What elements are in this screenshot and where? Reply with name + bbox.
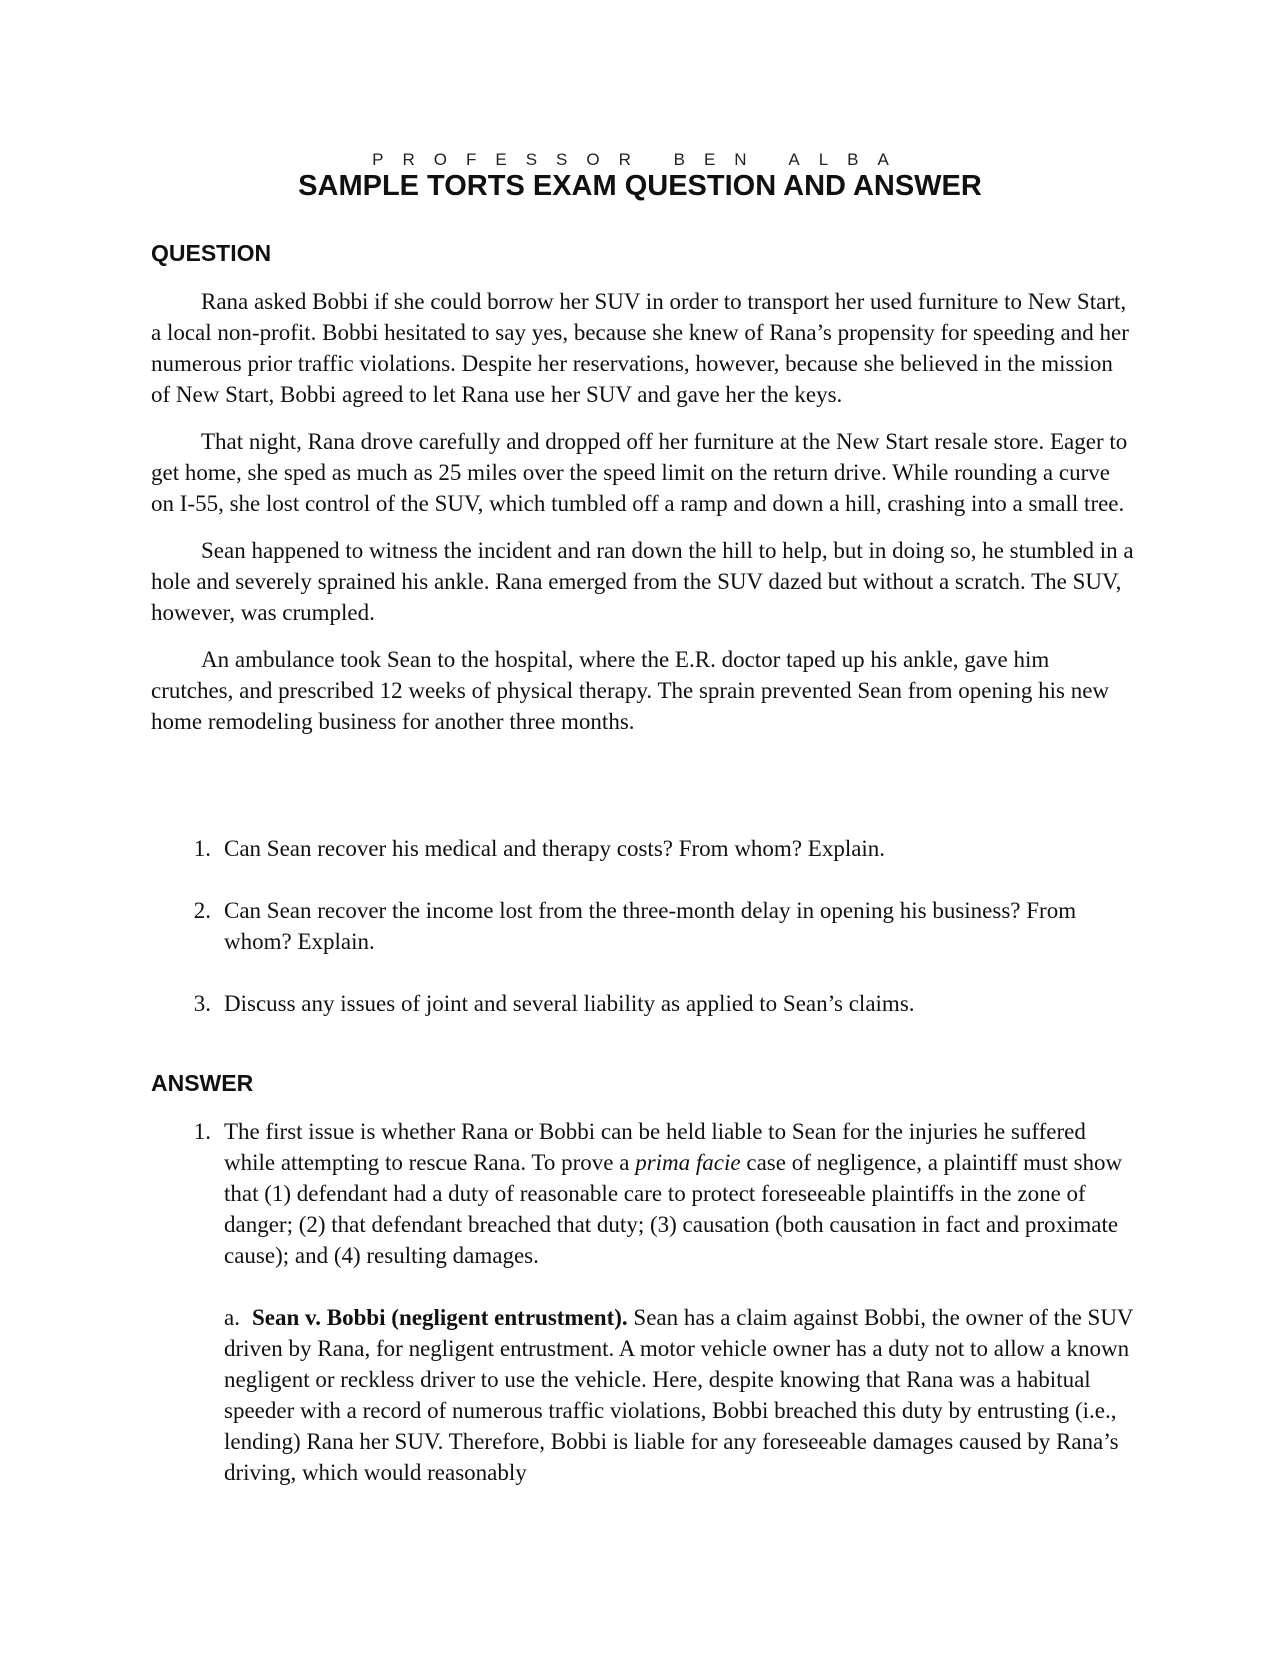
answer-subsection-a [224,1302,1136,1488]
author-kicker: PROFESSOR BEN ALBA [372,150,908,169]
answer-text: case of negligence, a plaintiff must show that (1) defendant had a duty of reasonable care to protect foreseeable plaintiffs in the zone of danger; (2) that defendant breached that duty; (3) causation (both causation in fact and proximate cause); and (4) resulting damages. [224,1150,1123,1268]
question-paragraph: That night, Rana drove carefully and dropped off her furniture at the New Start resale store. Eager to get home, she sped as much as 25 miles over the speed limit on the return drive. While rounding a curve on I-55, she lost control of the SUV, which tumbled off a ramp and down a hill, crashing into a small tree. [151,429,1128,516]
list-item-text: Discuss any issues of joint and several liability as applied to Sean’s claims. [224,991,915,1016]
answer-list [151,1116,1136,1519]
answer-text: The first issue is whether Rana or Bobbi can be held liable to Sean for the injuries he suffered while attempting to rescue Rana. To prove a [224,1119,1086,1175]
question-heading: QUESTION [151,240,272,266]
list-item-number: 2. [193,898,211,923]
list-item-number: 1. [193,836,211,861]
list-item-number: 3. [193,991,211,1016]
answer-item-body [224,1116,1136,1488]
question-list [151,833,1136,1050]
question-paragraph: Rana asked Bobbi if she could borrow her SUV in order to transport her used furniture to New Start, a local non-profit. Bobbi hesitated to say yes, because she knew of Rana’s propensity for speeding and her numerous prior traffic violations. Despite her reservations, however, because she believed in the mission of New Start, Bobbi agreed to let Rana use her SUV and gave her the keys. [151,289,1129,407]
question-paragraph: Sean happened to witness the incident and ran down the hill to help, but in doing so, he stumbled in a hole and severely sprained his ankle. Rana emerged from the SUV dazed but without a scratch. The SUV, however, was crumpled. [151,538,1134,625]
subsection-heading: Sean v. Bobbi (negligent entrustment). [251,1305,628,1330]
list-item [151,1116,1136,1488]
list-item [151,895,1136,957]
question-body [151,286,1136,753]
answer-paragraph [224,1116,1136,1271]
subsection-letter: a. [224,1305,240,1330]
subsection-text: Sean has a claim against Bobbi, the owner of the SUV driven by Rana, for negligent entrustment. A motor vehicle owner has a duty not to allow a known negligent or reckless driver to use the vehicle. Here, despite knowing that Rana was a habitual speeder with a record of numerous traffic violations, Bobbi breached this duty by entrusting (i.e., lending) Rana her SUV. Therefore, Bobbi is liable for any foreseeable damages caused by Rana’s driving, which would reasonably [224,1305,1134,1485]
answer-heading: ANSWER [151,1070,254,1096]
list-item [151,833,1136,864]
list-item-number: 1. [193,1119,211,1144]
list-item-text: Can Sean recover his medical and therapy costs? From whom? Explain. [224,836,886,861]
list-item-text: Can Sean recover the income lost from the three-month delay in opening his business? From whom? Explain. [224,898,1077,954]
page-title: SAMPLE TORTS EXAM QUESTION AND ANSWER [298,170,982,202]
list-item [151,988,1136,1019]
answer-italic-term: prima facie [635,1150,741,1175]
question-paragraph: An ambulance took Sean to the hospital, where the E.R. doctor taped up his ankle, gave him crutches, and prescribed 12 weeks of physical therapy. The sprain prevented Sean from opening his new home remodeling business for another three months. [151,647,1110,734]
